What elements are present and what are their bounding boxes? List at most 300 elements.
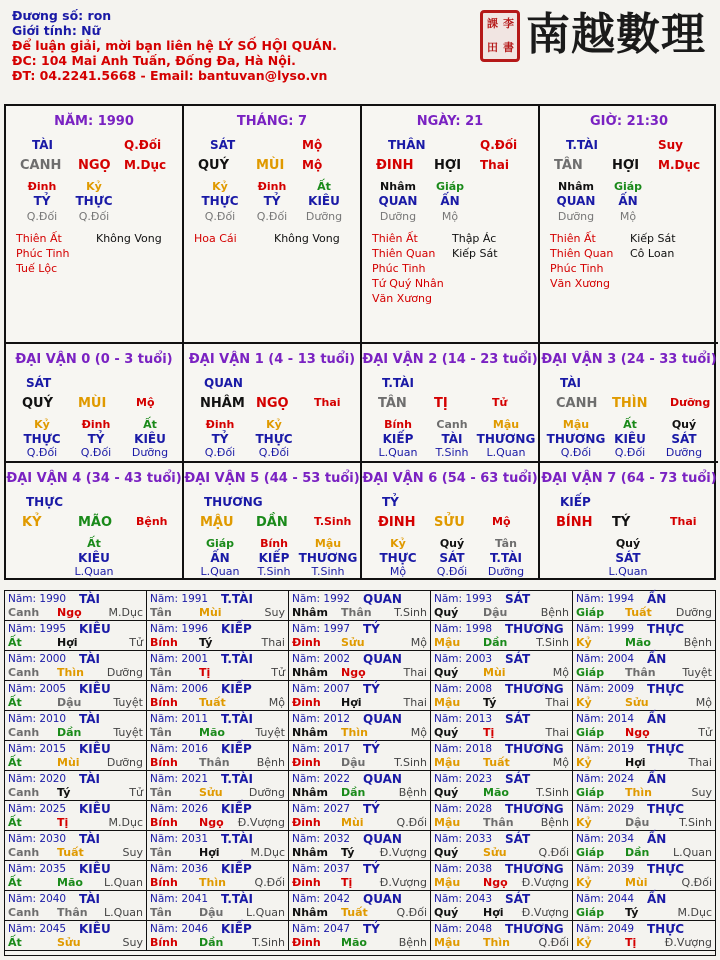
year-phase: L.Quan bbox=[673, 846, 712, 859]
hidden-stem: Ất bbox=[87, 537, 101, 550]
year-phase: Dưỡng bbox=[675, 606, 712, 619]
year-phase: Q.Đối bbox=[254, 876, 285, 889]
year-god: QUAN bbox=[363, 832, 402, 846]
year-god: QUAN bbox=[363, 892, 402, 906]
dai-van-4 bbox=[6, 461, 184, 580]
year-phase: Mộ bbox=[552, 756, 569, 769]
hidden-god: THƯƠNG bbox=[298, 551, 358, 565]
ten-god: THỰC bbox=[26, 495, 64, 509]
hidden-phase: Dưỡng bbox=[131, 446, 169, 459]
year-god: ẤN bbox=[647, 712, 667, 726]
year-god: QUAN bbox=[363, 712, 402, 726]
star-left: Văn Xương bbox=[372, 292, 432, 305]
heavenly-stem: ĐINH bbox=[376, 158, 414, 173]
annual-luck-table bbox=[4, 590, 716, 956]
hidden-stem: Quý bbox=[439, 537, 465, 550]
branch-phase: Thai bbox=[670, 515, 697, 528]
year-stem: Canh bbox=[8, 906, 40, 919]
year-stem: Tân bbox=[150, 666, 172, 679]
year-cell bbox=[431, 801, 573, 831]
year-label: Năm: 2025 bbox=[8, 803, 67, 815]
year-label: Năm: 2034 bbox=[576, 833, 635, 845]
year-cell bbox=[573, 711, 715, 741]
year-stem: Tân bbox=[150, 846, 172, 859]
year-phase: Dưỡng bbox=[106, 756, 143, 769]
ten-god: QUAN bbox=[204, 376, 243, 390]
year-phase: Đ.Vượng bbox=[379, 846, 427, 859]
year-phase: Mộ bbox=[410, 726, 427, 739]
year-label: Năm: 1994 bbox=[576, 593, 635, 605]
year-branch: Mão bbox=[483, 786, 509, 799]
year-branch: Tý bbox=[483, 696, 497, 709]
year-phase: Đ.Vượng bbox=[521, 876, 569, 889]
branch-phase: Thai bbox=[480, 158, 509, 172]
year-label: Năm: 2003 bbox=[434, 653, 493, 665]
year-cell bbox=[5, 621, 147, 651]
year-stem: Tân bbox=[150, 726, 172, 739]
year-cell bbox=[573, 591, 715, 621]
year-phase: Bệnh bbox=[683, 636, 712, 649]
hidden-god: QUAN bbox=[556, 194, 596, 208]
dai-van-title: ĐẠI VẬN 5 (44 - 53 tuổi) bbox=[184, 471, 360, 486]
year-branch: Thân bbox=[341, 606, 372, 619]
hidden-god: SÁT bbox=[671, 432, 697, 446]
year-cell bbox=[289, 711, 431, 741]
hidden-god: KIẾP bbox=[258, 551, 290, 565]
year-branch: Tuất bbox=[57, 846, 84, 859]
year-cell bbox=[289, 591, 431, 621]
year-cell bbox=[147, 771, 289, 801]
year-label: Năm: 2026 bbox=[150, 803, 209, 815]
hidden-god: ẤN bbox=[618, 194, 638, 208]
year-phase: T.Sinh bbox=[394, 606, 427, 619]
year-god: QUAN bbox=[363, 652, 402, 666]
year-god: ẤN bbox=[647, 652, 667, 666]
hidden-stem: Kỷ bbox=[212, 180, 228, 193]
year-label: Năm: 2035 bbox=[8, 863, 67, 875]
year-phase: Mộ bbox=[410, 636, 427, 649]
year-stem: Quý bbox=[434, 726, 459, 739]
year-god: KIÊU bbox=[79, 742, 111, 756]
hidden-stem: Mậu bbox=[314, 537, 342, 550]
earthly-branch: NGỌ bbox=[256, 396, 289, 411]
year-god: T.TÀI bbox=[221, 652, 253, 666]
year-phase: M.Dục bbox=[108, 606, 143, 619]
year-cell bbox=[431, 741, 573, 771]
year-label: Năm: 2039 bbox=[576, 863, 635, 875]
year-phase: Thai bbox=[403, 666, 427, 679]
ten-god: TÀI bbox=[32, 138, 54, 152]
year-label: Năm: 2048 bbox=[434, 923, 493, 935]
year-branch: Ngọ bbox=[625, 726, 650, 739]
star-right: Không Vong bbox=[274, 232, 340, 245]
year-phase: Suy bbox=[691, 786, 712, 799]
year-god: KIÊU bbox=[79, 682, 111, 696]
year-label: Năm: 1996 bbox=[150, 623, 209, 635]
year-stem: Canh bbox=[8, 786, 40, 799]
hidden-phase: Q.Đối bbox=[78, 210, 110, 223]
year-branch: Dậu bbox=[625, 816, 650, 829]
hidden-god: THỰC bbox=[23, 432, 61, 446]
year-stem: Nhâm bbox=[292, 666, 328, 679]
year-label: Năm: 2040 bbox=[8, 893, 67, 905]
earthly-branch: DẦN bbox=[256, 515, 288, 530]
year-cell bbox=[147, 891, 289, 921]
year-stem: Bính bbox=[150, 816, 178, 829]
year-branch: Tý bbox=[57, 786, 71, 799]
year-phase: Đ.Vượng bbox=[521, 906, 569, 919]
ten-god: KIẾP bbox=[560, 495, 591, 509]
hidden-stem: Quý bbox=[671, 418, 697, 431]
hidden-phase: Dưỡng bbox=[557, 210, 595, 223]
year-branch: Hợi bbox=[57, 636, 78, 649]
year-branch: Thìn bbox=[483, 936, 510, 949]
owner-name: Đương số: ron bbox=[12, 8, 112, 23]
year-cell bbox=[147, 621, 289, 651]
hidden-stem: Giáp bbox=[205, 537, 235, 550]
year-god: SÁT bbox=[505, 652, 531, 666]
year-stem: Nhâm bbox=[292, 726, 328, 739]
year-phase: Thai bbox=[688, 756, 712, 769]
earthly-branch: HỢI bbox=[434, 158, 462, 173]
year-phase: Bệnh bbox=[256, 756, 285, 769]
year-branch: Thìn bbox=[199, 876, 226, 889]
dai-van-6 bbox=[362, 461, 540, 580]
year-phase: T.Sinh bbox=[679, 816, 712, 829]
year-phase: Tử bbox=[129, 786, 143, 799]
year-phase: Dưỡng bbox=[106, 666, 143, 679]
year-label: Năm: 1990 bbox=[8, 593, 67, 605]
hidden-phase: Q.Đối bbox=[256, 210, 288, 223]
hidden-god: KIÊU bbox=[78, 551, 110, 565]
year-cell bbox=[289, 681, 431, 711]
year-label: Năm: 2049 bbox=[576, 923, 635, 935]
hidden-god: SÁT bbox=[615, 551, 641, 565]
year-god: TÀI bbox=[79, 652, 101, 666]
star-left: Tứ Quý Nhân bbox=[372, 277, 444, 290]
year-label: Năm: 2045 bbox=[8, 923, 67, 935]
earthly-branch: NGỌ bbox=[78, 158, 111, 173]
year-cell bbox=[289, 831, 431, 861]
year-phase: Tuyệt bbox=[113, 696, 143, 709]
year-branch: Ngọ bbox=[341, 666, 366, 679]
branch-phase: M.Dục bbox=[124, 158, 167, 172]
year-phase: M.Dục bbox=[108, 816, 143, 829]
year-stem: Giáp bbox=[576, 786, 605, 799]
year-phase: Q.Đối bbox=[396, 816, 427, 829]
hidden-god: KIÊU bbox=[308, 194, 340, 208]
year-stem: Canh bbox=[8, 846, 40, 859]
year-stem: Ất bbox=[8, 756, 22, 769]
year-label: Năm: 2036 bbox=[150, 863, 209, 875]
year-label: Năm: 2029 bbox=[576, 803, 635, 815]
hidden-stem: Giáp bbox=[435, 180, 465, 193]
year-god: KIẾP bbox=[221, 922, 252, 936]
ten-god: T.TÀI bbox=[382, 376, 414, 390]
dai-van-2 bbox=[362, 342, 540, 461]
hidden-phase: Mộ bbox=[441, 210, 459, 223]
year-label: Năm: 2022 bbox=[292, 773, 351, 785]
year-label: Năm: 2006 bbox=[150, 683, 209, 695]
year-stem: Nhâm bbox=[292, 846, 328, 859]
year-phase: Thai bbox=[545, 726, 569, 739]
year-phase: Q.Đối bbox=[538, 846, 569, 859]
year-god: THỰC bbox=[647, 862, 685, 876]
ten-god: TỶ bbox=[382, 495, 399, 509]
year-stem: Ất bbox=[8, 636, 22, 649]
year-stem: Đinh bbox=[292, 876, 321, 889]
year-phase: M.Dục bbox=[250, 846, 285, 859]
year-cell bbox=[573, 681, 715, 711]
stem-phase: Suy bbox=[658, 138, 684, 152]
year-stem: Mậu bbox=[434, 936, 461, 949]
hidden-stem: Đinh bbox=[27, 180, 57, 193]
year-branch: Thân bbox=[57, 906, 88, 919]
year-god: THỰC bbox=[647, 742, 685, 756]
year-branch: Thân bbox=[625, 666, 656, 679]
year-god: T.TÀI bbox=[221, 772, 253, 786]
year-stem: Giáp bbox=[576, 726, 605, 739]
year-branch: Mùi bbox=[625, 876, 648, 889]
hidden-stem: Đinh bbox=[205, 418, 235, 431]
year-phase: Bệnh bbox=[540, 816, 569, 829]
year-branch: Tị bbox=[625, 936, 637, 949]
hidden-phase: Q.Đối bbox=[204, 210, 236, 223]
year-god: KIÊU bbox=[79, 922, 111, 936]
year-cell bbox=[147, 681, 289, 711]
year-phase: Bệnh bbox=[398, 786, 427, 799]
year-label: Năm: 2031 bbox=[150, 833, 209, 845]
year-god: THỰC bbox=[647, 922, 685, 936]
year-stem: Giáp bbox=[576, 846, 605, 859]
year-cell bbox=[431, 891, 573, 921]
star-left: Hoa Cái bbox=[194, 232, 237, 245]
ten-god: THÂN bbox=[388, 138, 426, 152]
star-left: Thiên Ất bbox=[550, 232, 596, 245]
year-god: KIẾP bbox=[221, 742, 252, 756]
year-phase: Dưỡng bbox=[248, 786, 285, 799]
year-cell bbox=[431, 771, 573, 801]
dai-van-title: ĐẠI VẬN 2 (14 - 23 tuổi) bbox=[362, 352, 538, 367]
hidden-phase: Q.Đối bbox=[26, 446, 58, 459]
hidden-god: ẤN bbox=[210, 551, 230, 565]
year-phase: Tử bbox=[698, 726, 712, 739]
year-branch: Hợi bbox=[341, 696, 362, 709]
year-phase: Mộ bbox=[695, 696, 712, 709]
year-branch: Tị bbox=[483, 726, 495, 739]
year-branch: Mão bbox=[625, 636, 651, 649]
branch-phase: Thai bbox=[314, 396, 341, 409]
year-cell bbox=[5, 831, 147, 861]
year-god: SÁT bbox=[505, 832, 531, 846]
year-cell bbox=[5, 801, 147, 831]
year-label: Năm: 1991 bbox=[150, 593, 209, 605]
hidden-phase: Q.Đối bbox=[26, 210, 58, 223]
year-god: T.TÀI bbox=[221, 892, 253, 906]
year-phase: L.Quan bbox=[104, 906, 143, 919]
year-label: Năm: 2041 bbox=[150, 893, 209, 905]
year-cell bbox=[5, 861, 147, 891]
hidden-phase: L.Quan bbox=[378, 446, 418, 459]
year-stem: Canh bbox=[8, 666, 40, 679]
year-stem: Mậu bbox=[434, 756, 461, 769]
pillar-0 bbox=[6, 106, 184, 342]
year-branch: Dần bbox=[199, 936, 224, 949]
pillar-title: THÁNG: 7 bbox=[236, 114, 308, 129]
year-branch: Tý bbox=[341, 846, 355, 859]
year-label: Năm: 2018 bbox=[434, 743, 493, 755]
heavenly-stem: NHÂM bbox=[200, 396, 245, 411]
year-stem: Bính bbox=[150, 876, 178, 889]
year-branch: Ngọ bbox=[57, 606, 82, 619]
year-god: T.TÀI bbox=[221, 712, 253, 726]
dai-van-0 bbox=[6, 342, 184, 461]
year-cell bbox=[5, 771, 147, 801]
stem-phase: Q.Đối bbox=[480, 138, 518, 152]
year-label: Năm: 2016 bbox=[150, 743, 209, 755]
earthly-branch: MÙI bbox=[78, 396, 107, 411]
year-phase: T.Sinh bbox=[536, 786, 569, 799]
year-god: ẤN bbox=[647, 772, 667, 786]
year-cell bbox=[147, 831, 289, 861]
pillar-title: NĂM: 1990 bbox=[54, 114, 134, 129]
year-label: Năm: 2043 bbox=[434, 893, 493, 905]
year-cell bbox=[431, 861, 573, 891]
chart-grid bbox=[4, 104, 716, 580]
hidden-god: ẤN bbox=[440, 194, 460, 208]
year-phase: Bệnh bbox=[398, 936, 427, 949]
year-cell bbox=[289, 621, 431, 651]
branch-phase: Mộ bbox=[302, 158, 323, 172]
year-god: TỶ bbox=[363, 682, 380, 696]
earthly-branch: TÝ bbox=[612, 515, 631, 530]
year-stem: Đinh bbox=[292, 636, 321, 649]
phone-email: ĐT: 04.2241.5668 - Email: bantuvan@lyso.vn bbox=[12, 68, 328, 83]
year-stem: Bính bbox=[150, 696, 178, 709]
year-label: Năm: 2013 bbox=[434, 713, 493, 725]
hidden-god: T.TÀI bbox=[490, 551, 522, 565]
hidden-stem: Đinh bbox=[81, 418, 111, 431]
heavenly-stem: BÍNH bbox=[556, 515, 593, 530]
year-branch: Thìn bbox=[625, 786, 652, 799]
branch-phase: T.Sinh bbox=[314, 515, 352, 528]
year-god: KIẾP bbox=[221, 622, 252, 636]
year-label: Năm: 2001 bbox=[150, 653, 209, 665]
year-branch: Hợi bbox=[625, 756, 646, 769]
year-stem: Kỷ bbox=[576, 936, 592, 949]
year-branch: Mão bbox=[341, 936, 367, 949]
hidden-god: KIÊU bbox=[614, 432, 646, 446]
year-branch: Tuất bbox=[483, 756, 510, 769]
hidden-stem: Tân bbox=[495, 537, 517, 550]
year-cell bbox=[431, 831, 573, 861]
year-label: Năm: 1992 bbox=[292, 593, 351, 605]
hidden-phase: L.Quan bbox=[486, 446, 526, 459]
hidden-god: THỰC bbox=[255, 432, 293, 446]
hidden-stem: Mậu bbox=[492, 418, 520, 431]
year-stem: Nhâm bbox=[292, 906, 328, 919]
year-branch: Thân bbox=[199, 756, 230, 769]
year-branch: Mùi bbox=[483, 666, 506, 679]
earthly-branch: SỬU bbox=[434, 515, 465, 530]
year-cell bbox=[289, 741, 431, 771]
year-cell bbox=[573, 891, 715, 921]
hidden-stem: Ất bbox=[317, 180, 331, 193]
stem-phase: Mộ bbox=[302, 138, 323, 152]
year-god: SÁT bbox=[505, 892, 531, 906]
year-stem: Quý bbox=[434, 846, 459, 859]
hidden-stem: Bính bbox=[384, 418, 412, 431]
year-cell bbox=[431, 621, 573, 651]
hidden-god: TỶ bbox=[211, 432, 229, 446]
heavenly-stem: MẬU bbox=[200, 515, 234, 530]
ten-god: THƯƠNG bbox=[204, 495, 263, 509]
ten-god: TÀI bbox=[560, 376, 582, 390]
hidden-stem: Giáp bbox=[613, 180, 643, 193]
dai-van-3 bbox=[540, 342, 718, 461]
year-cell bbox=[431, 681, 573, 711]
year-cell bbox=[431, 921, 573, 951]
year-label: Năm: 2044 bbox=[576, 893, 635, 905]
hidden-phase: L.Quan bbox=[200, 565, 240, 578]
year-label: Năm: 2010 bbox=[8, 713, 67, 725]
dai-van-title: ĐẠI VẬN 7 (64 - 73 tuổi) bbox=[541, 471, 717, 486]
year-god: QUAN bbox=[363, 772, 402, 786]
hidden-phase: Dưỡng bbox=[665, 446, 703, 459]
year-branch: Dần bbox=[341, 786, 366, 799]
year-label: Năm: 2009 bbox=[576, 683, 635, 695]
year-branch: Tị bbox=[57, 816, 69, 829]
year-god: TÀI bbox=[79, 772, 101, 786]
year-phase: Tử bbox=[129, 636, 143, 649]
year-label: Năm: 1999 bbox=[576, 623, 635, 635]
dai-van-title: ĐẠI VẬN 6 (54 - 63 tuổi) bbox=[362, 471, 538, 486]
year-phase: Mộ bbox=[268, 696, 285, 709]
hidden-stem: Quý bbox=[615, 537, 641, 550]
gender: Giới tính: Nữ bbox=[12, 23, 101, 38]
pillar-2 bbox=[362, 106, 540, 342]
dai-van-1 bbox=[184, 342, 362, 461]
hidden-god: TỶ bbox=[263, 194, 281, 208]
year-phase: Thai bbox=[545, 696, 569, 709]
dai-van-title: ĐẠI VẬN 0 (0 - 3 tuổi) bbox=[15, 352, 173, 367]
year-cell bbox=[289, 891, 431, 921]
year-cell bbox=[573, 651, 715, 681]
hidden-stem: Ất bbox=[623, 418, 637, 431]
star-left: Thiên Ất bbox=[16, 232, 62, 245]
year-branch: Mão bbox=[57, 876, 83, 889]
year-cell bbox=[289, 771, 431, 801]
hidden-stem: Ất bbox=[143, 418, 157, 431]
year-branch: Hợi bbox=[483, 906, 504, 919]
hidden-phase: Mộ bbox=[389, 565, 407, 578]
seal-icon: 課 李 田 書 bbox=[480, 10, 520, 62]
branch-phase: Mộ bbox=[136, 396, 155, 409]
year-stem: Mậu bbox=[434, 876, 461, 889]
star-left: Thiên Quan bbox=[550, 247, 614, 260]
year-stem: Đinh bbox=[292, 936, 321, 949]
year-label: Năm: 2023 bbox=[434, 773, 493, 785]
year-cell bbox=[147, 651, 289, 681]
year-phase: Q.Đối bbox=[396, 906, 427, 919]
year-god: SÁT bbox=[505, 712, 531, 726]
year-label: Năm: 2002 bbox=[292, 653, 351, 665]
year-branch: Sửu bbox=[341, 636, 365, 649]
ten-god: T.TÀI bbox=[566, 138, 598, 152]
year-god: QUAN bbox=[363, 592, 402, 606]
pillar-title: GIỜ: 21:30 bbox=[590, 114, 668, 129]
year-cell bbox=[147, 861, 289, 891]
